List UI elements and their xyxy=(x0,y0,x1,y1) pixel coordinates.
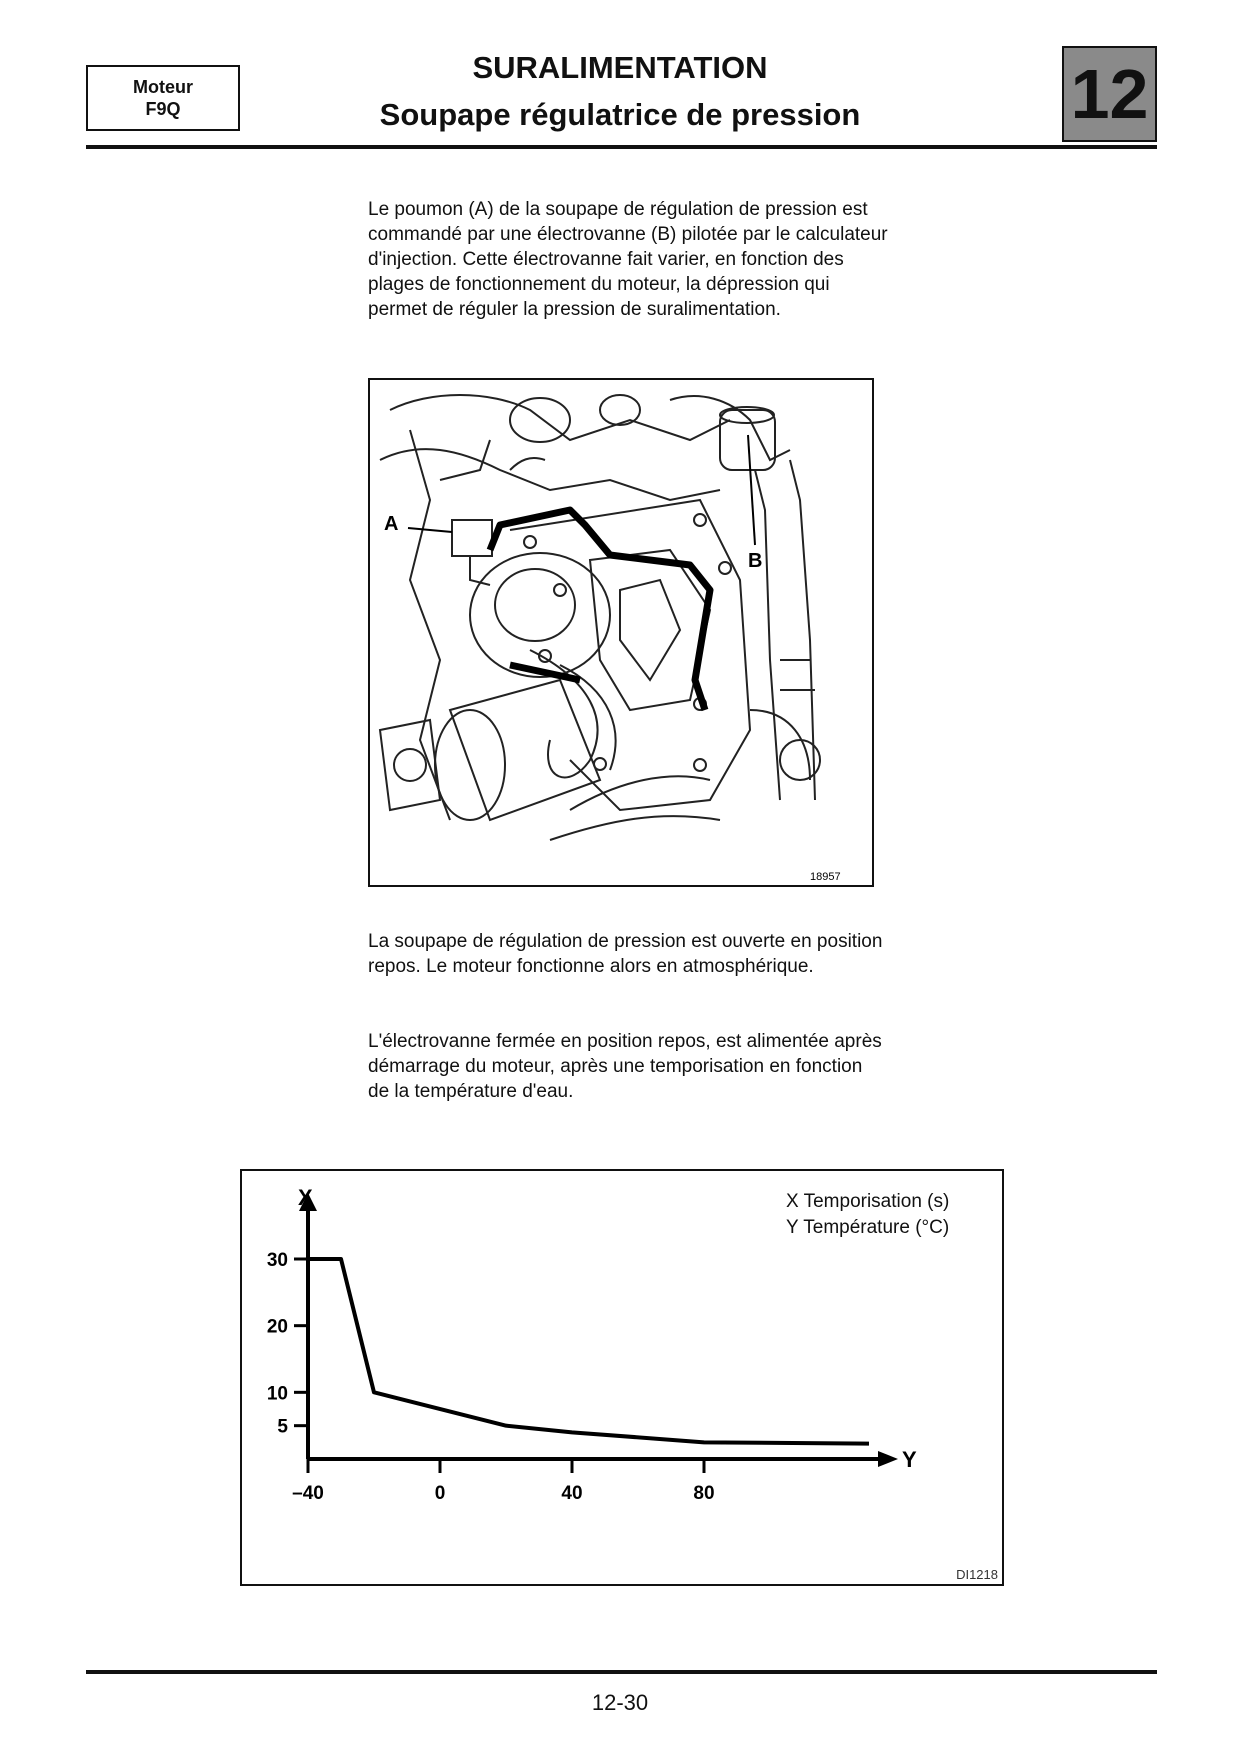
legend-y: Y Température (°C) xyxy=(786,1217,950,1238)
x-tick-label: –40 xyxy=(292,1483,324,1504)
legend-x: X Temporisation (s) xyxy=(786,1191,950,1212)
series-line xyxy=(308,1259,869,1444)
valve-paragraph: La soupape de régulation de pression est ouverte en position repos. Le moteur fonctionne alors en atmosphérique. xyxy=(368,931,883,977)
header-divider xyxy=(86,145,1157,149)
y-tick-label: 5 xyxy=(277,1416,288,1438)
engine-illustration xyxy=(368,378,874,887)
graph-code: DI1218 xyxy=(956,1567,998,1582)
y-tick-label: 10 xyxy=(266,1383,288,1405)
chapter-number: 12 xyxy=(1062,46,1157,142)
x-tick-label: 80 xyxy=(693,1483,715,1504)
x-axis-arrow xyxy=(878,1451,898,1467)
y-tick-label: 20 xyxy=(266,1316,288,1338)
footer-divider xyxy=(86,1670,1157,1674)
callout-label-b: B xyxy=(748,550,763,572)
engine-code: F9Q xyxy=(145,99,181,119)
page-title: SURALIMENTATION xyxy=(472,50,768,85)
solenoid-paragraph: L'électrovanne fermée en position repos, est alimentée après démarrage du moteur, après une temporisation en fonction de la température d'eau. xyxy=(368,1031,882,1102)
y-axis-label: X xyxy=(298,1185,313,1210)
engine-drawing xyxy=(370,380,872,885)
x-tick-label: 40 xyxy=(561,1483,583,1504)
page-number: 12-30 xyxy=(591,1690,649,1715)
x-axis-label: Y xyxy=(902,1447,917,1472)
engine-label: Moteur xyxy=(133,77,193,97)
figure-code: 18957 xyxy=(810,871,841,883)
intro-paragraph: Le poumon (A) de la soupape de régulation de pression est commandé par une électrovanne (B) pilotée par le calculateur d'injection. Cette électrovanne fait varier, en fonction des plages de fonctionnement du moteur, la dépression qui permet de réguler la pression de suralimentation. xyxy=(368,199,888,320)
callout-label-a: A xyxy=(384,513,399,535)
x-tick-label: 0 xyxy=(434,1483,446,1504)
timing-graph xyxy=(240,1169,1004,1586)
y-tick-label: 30 xyxy=(266,1250,288,1271)
graph-legend xyxy=(786,1189,949,1241)
page-subtitle: Soupape régulatrice de pression xyxy=(379,97,861,132)
